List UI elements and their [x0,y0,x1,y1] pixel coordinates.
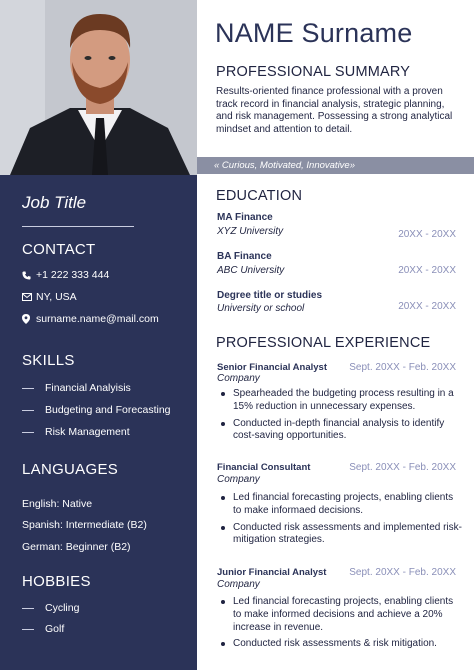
education-school: XYZ University [217,226,284,237]
hobbies-heading: HOBBIES [22,573,91,590]
skill-text: Risk Management [45,426,130,438]
quote-text: « Curious, Motivated, Innovative» [214,160,355,171]
job-bullets [218,596,464,655]
job-title-divider [22,226,134,227]
job-bullet: Led financial forecasting projects, enabling clients to make informaed decisions. [218,492,464,518]
portrait-illustration [0,0,197,175]
job-position: Financial Consultant [217,462,311,473]
skill-item [22,382,131,394]
education-school: ABC University [217,265,285,276]
job-bullets [218,492,464,551]
skills-heading: SKILLS [22,352,75,369]
contact-phone [22,269,109,281]
phone-text: +1 222 333 444 [36,269,110,281]
job-company: Company [217,373,260,384]
hobby-text: Golf [45,623,65,635]
education-title: MA Finance [217,212,273,223]
dash-bullet [22,388,34,389]
job-position: Senior Financial Analyst [217,362,327,373]
mail-icon [22,293,36,301]
hobby-item [22,623,64,635]
hobby-text: Cycling [45,602,80,614]
dash-bullet [22,410,34,411]
job-title: Job Title [22,193,87,212]
language-item: Spanish: Intermediate (B2) [22,519,147,531]
job-bullet: Spearheaded the budgeting process resulting in a 15% reduction in unnecessary expenses. [218,388,464,414]
education-dates: 20XX - 20XX [398,229,456,240]
email-text: surname.name@mail.com [36,313,159,325]
job-bullets [218,388,464,447]
job-bullet: Conducted risk assessments & risk mitigation. [218,638,464,651]
job-bullet: Led financial forecasting projects, enabling clients to make informed decisions and achieve a 20% increase in revenue. [218,596,464,634]
job-company: Company [217,579,260,590]
job-company: Company [217,474,260,485]
phone-icon [22,271,36,280]
job-bullet: Conducted in-depth financial analysis to identify cost-saving opportunities. [218,418,464,444]
education-heading: EDUCATION [216,188,303,204]
language-item: German: Beginner (B2) [22,541,131,553]
contact-heading: CONTACT [22,241,96,258]
contact-email [22,313,159,325]
dash-bullet [22,608,34,609]
job-position: Junior Financial Analyst [217,567,327,578]
skill-text: Financial Analyisis [45,382,131,394]
candidate-name: NAME Surname [215,18,413,48]
skill-text: Budgeting and Forecasting [45,404,171,416]
location-text: NY, USA [36,291,77,303]
languages-heading: LANGUAGES [22,461,119,478]
education-dates: 20XX - 20XX [398,265,456,276]
sidebar [0,0,197,670]
dash-bullet [22,629,34,630]
education-dates: 20XX - 20XX [398,301,456,312]
skill-item [22,404,171,416]
skill-item [22,426,130,438]
language-item: English: Native [22,498,93,510]
summary-text: Results-oriented finance professional with a proven track record in financial analysis, strategic planning, and risk management. Possessing a strong analytical mindset and attention to detail. [216,86,453,135]
hobby-item [22,602,79,614]
experience-heading: PROFESSIONAL EXPERIENCE [216,335,431,351]
job-dates: Sept. 20XX - Feb. 20XX [349,462,456,473]
job-bullet: Conducted risk assessments and implemented risk-mitigation strategies. [218,522,464,548]
job-dates: Sept. 20XX - Feb. 20XX [349,362,456,373]
job-dates: Sept. 20XX - Feb. 20XX [349,567,456,578]
education-title: Degree title or studies [217,290,323,301]
profile-photo [0,0,197,175]
education-school: University or school [217,303,305,314]
summary-heading: PROFESSIONAL SUMMARY [216,64,411,80]
contact-location [22,291,77,303]
dash-bullet [22,432,34,433]
location-pin-icon [22,314,36,324]
education-title: BA Finance [217,251,272,262]
